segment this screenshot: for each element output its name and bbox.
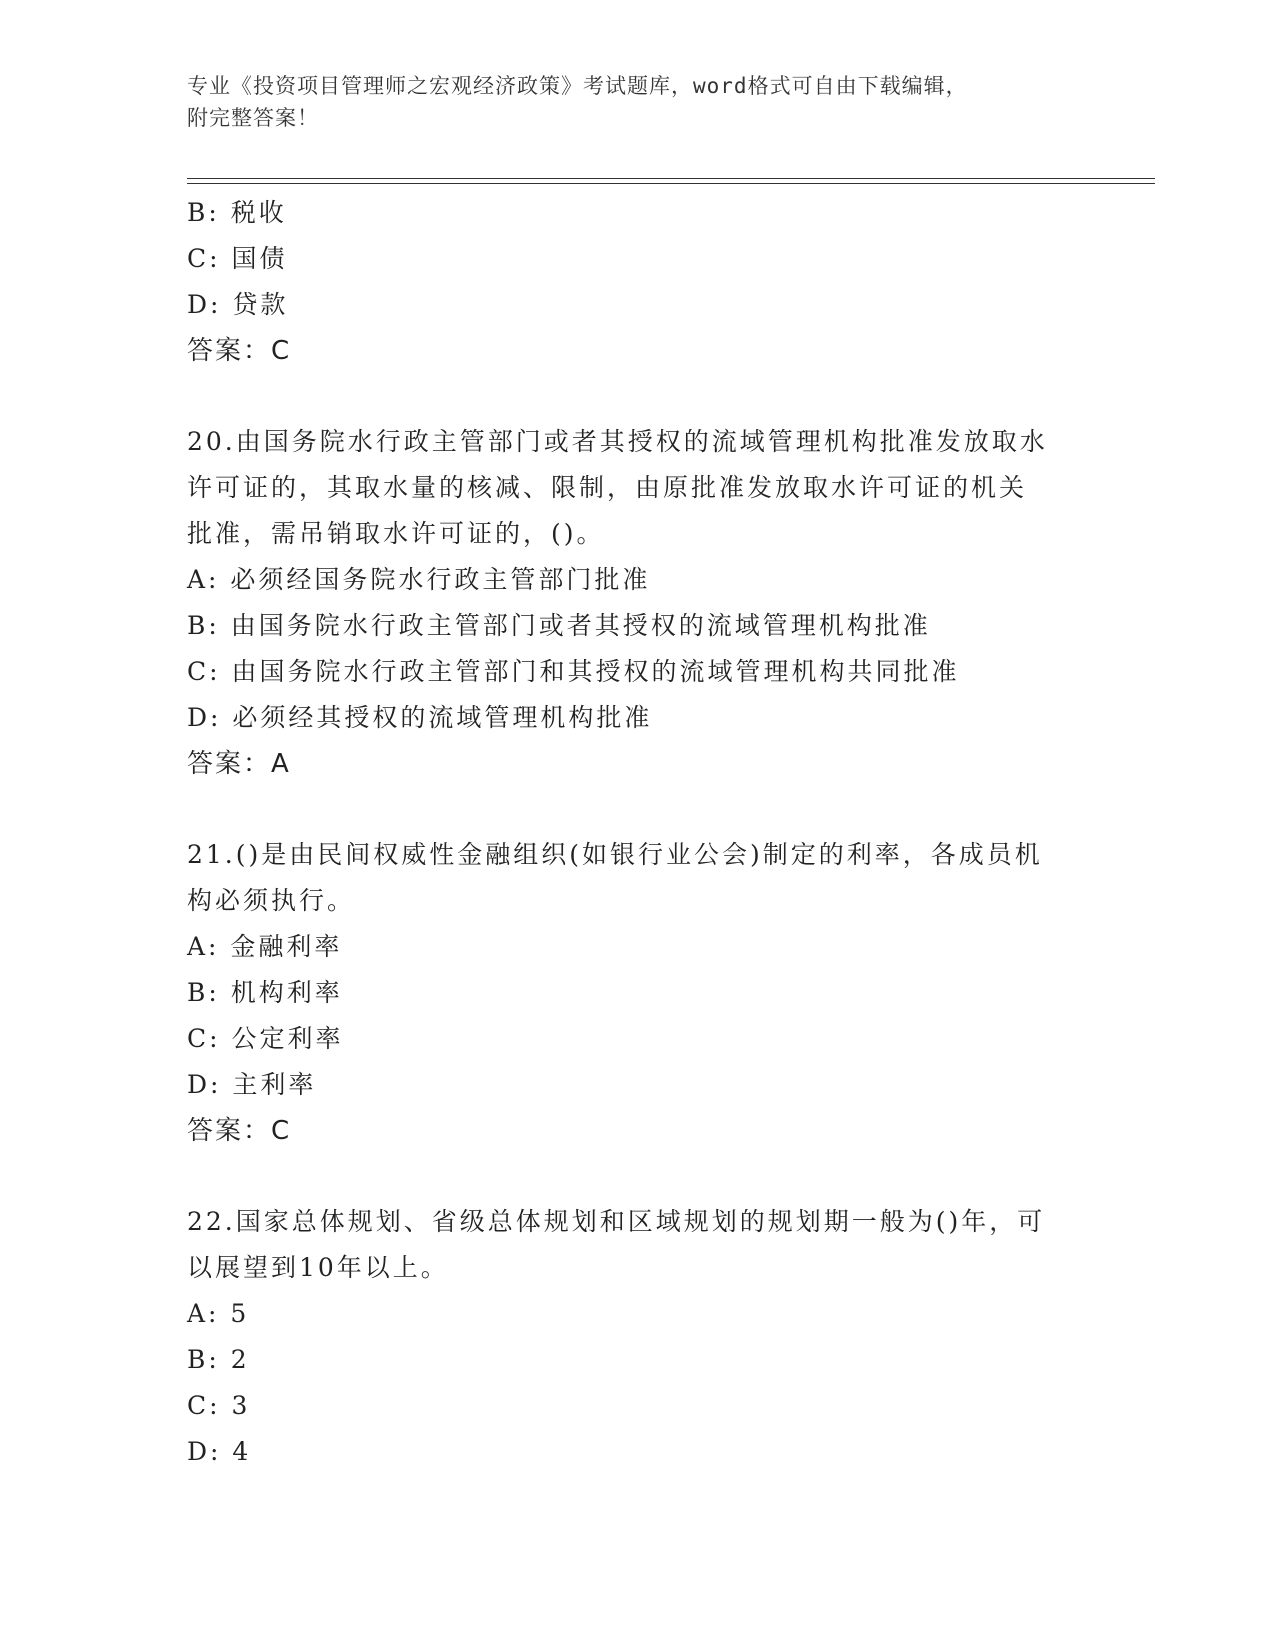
option-d: D: 主利率 bbox=[187, 1070, 317, 1099]
header-rule-top bbox=[187, 178, 1155, 179]
option-c: C: 国债 bbox=[187, 244, 288, 273]
option-a: A: 金融利率 bbox=[187, 932, 343, 961]
option-d: D: 必须经其授权的流域管理机构批准 bbox=[187, 703, 653, 732]
option-b: B: 2 bbox=[187, 1345, 250, 1374]
question-stem-line: 批准，需吊销取水许可证的，()。 bbox=[187, 519, 605, 548]
question-list bbox=[187, 190, 1087, 1475]
question-stem-line: 21.()是由民间权威性金融组织(如银行业公会)制定的利率，各成员机 bbox=[187, 840, 1043, 869]
option-d: D: 贷款 bbox=[187, 290, 289, 319]
header-line-2: 附完整答案！ bbox=[187, 106, 319, 130]
header-line-1: 专业《投资项目管理师之宏观经济政策》考试题库，word格式可自由下载编辑， bbox=[187, 74, 968, 98]
question-stem-line: 22.国家总体规划、省级总体规划和区域规划的规划期一般为()年，可 bbox=[187, 1207, 1046, 1236]
question-19-continued bbox=[187, 190, 1087, 374]
option-d: D: 4 bbox=[187, 1437, 252, 1466]
option-b: B: 由国务院水行政主管部门或者其授权的流域管理机构批准 bbox=[187, 611, 931, 640]
answer-line: 答案：C bbox=[187, 1116, 292, 1146]
question-stem-line: 构必须执行。 bbox=[187, 886, 356, 915]
document-header bbox=[187, 70, 1067, 134]
option-a: A: 必须经国务院水行政主管部门批准 bbox=[187, 565, 651, 594]
question-21 bbox=[187, 832, 1087, 1154]
option-a: A: 5 bbox=[187, 1299, 250, 1328]
question-22 bbox=[187, 1199, 1087, 1475]
option-c: C: 公定利率 bbox=[187, 1024, 344, 1053]
option-b: B: 税收 bbox=[187, 198, 287, 227]
question-stem-line: 20.由国务院水行政主管部门或者其授权的流域管理机构批准发放取水 bbox=[187, 427, 1048, 456]
question-stem-line: 以展望到10年以上。 bbox=[187, 1253, 449, 1282]
question-stem-line: 许可证的，其取水量的核减、限制，由原批准发放取水许可证的机关 bbox=[187, 473, 1028, 502]
answer-line: 答案：C bbox=[187, 336, 292, 366]
spacer bbox=[187, 787, 1087, 832]
spacer bbox=[187, 374, 1087, 419]
header-rule-bottom bbox=[187, 183, 1155, 184]
spacer bbox=[187, 1154, 1087, 1199]
answer-line: 答案：A bbox=[187, 749, 291, 779]
option-b: B: 机构利率 bbox=[187, 978, 343, 1007]
option-c: C: 3 bbox=[187, 1391, 251, 1420]
question-20 bbox=[187, 419, 1087, 787]
option-c: C: 由国务院水行政主管部门和其授权的流域管理机构共同批准 bbox=[187, 657, 960, 686]
